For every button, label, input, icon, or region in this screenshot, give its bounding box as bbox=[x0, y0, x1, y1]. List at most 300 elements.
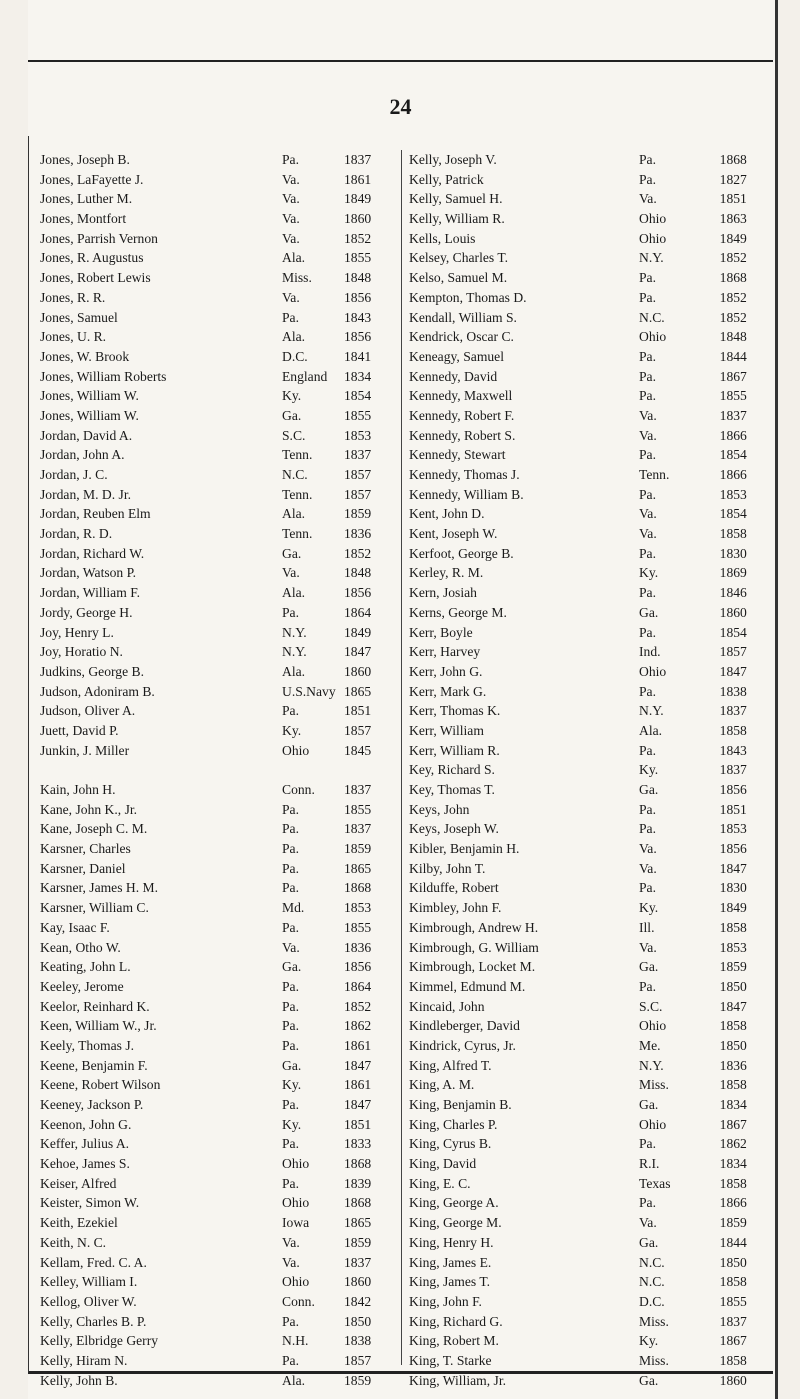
entry-year: 1855 bbox=[719, 1293, 747, 1309]
entry-year: 1858 bbox=[719, 1018, 747, 1034]
entry-state: Pa. bbox=[282, 1313, 299, 1329]
entry-year: 1849 bbox=[719, 230, 747, 246]
entry-name: Kellog, Oliver W. bbox=[40, 1293, 137, 1309]
entry-name: Jones, Robert Lewis bbox=[40, 270, 151, 286]
entry-state: Ky. bbox=[639, 565, 659, 581]
entry-name: Kay, Isaac F. bbox=[40, 919, 110, 935]
entry-state: Pa. bbox=[282, 1097, 299, 1112]
list-item bbox=[409, 898, 759, 918]
entry-state: N.H. bbox=[282, 1333, 309, 1349]
entry-name: Kelly, Joseph V. bbox=[409, 152, 497, 167]
entry-name: Jones, R. Augustus bbox=[40, 250, 144, 266]
list-item bbox=[40, 1253, 395, 1273]
entry-name: King, William, Jr. bbox=[409, 1372, 507, 1388]
list-item bbox=[40, 701, 395, 721]
entry-state: Pa. bbox=[639, 1195, 656, 1211]
list-item bbox=[40, 544, 395, 564]
entry-state: Ohio bbox=[282, 1274, 310, 1290]
entry-state: Va. bbox=[282, 1234, 300, 1250]
entry-name: Jordan, R. D. bbox=[40, 526, 113, 542]
entry-state: Ga. bbox=[282, 959, 302, 975]
entry-state: Va. bbox=[639, 860, 657, 876]
entry-year: 1861 bbox=[344, 1077, 372, 1093]
entry-name: Kennedy, David bbox=[409, 368, 498, 384]
entry-year: 1848 bbox=[344, 270, 372, 286]
list-item bbox=[40, 1331, 395, 1351]
entry-state: Ala. bbox=[639, 722, 663, 738]
entry-state: Va. bbox=[282, 171, 300, 187]
list-item bbox=[409, 780, 759, 800]
entry-name: Jones, R. R. bbox=[40, 289, 106, 305]
entry-name: Kendall, William S. bbox=[409, 309, 517, 325]
list-item bbox=[40, 1174, 395, 1194]
entry-year: 1837 bbox=[719, 703, 747, 719]
entry-year: 1834 bbox=[344, 368, 372, 384]
entry-year: 1845 bbox=[344, 742, 372, 758]
list-item bbox=[40, 603, 395, 623]
entry-state: Pa. bbox=[282, 309, 299, 325]
entry-name: King, Richard G. bbox=[409, 1313, 503, 1329]
entry-name: Jordan, William F. bbox=[40, 585, 141, 601]
entry-year: 1837 bbox=[344, 782, 372, 797]
entry-year: 1853 bbox=[719, 821, 747, 837]
top-rule bbox=[28, 60, 773, 62]
entry-state: Pa. bbox=[639, 289, 656, 305]
entry-year: 1841 bbox=[344, 348, 372, 364]
entry-name: King, George A. bbox=[409, 1195, 499, 1211]
entry-name: Kelso, Samuel M. bbox=[409, 270, 508, 286]
list-item bbox=[40, 1351, 395, 1371]
list-item bbox=[409, 426, 759, 446]
entry-year: 1869 bbox=[719, 565, 747, 581]
list-item bbox=[409, 760, 759, 780]
entry-year: 1852 bbox=[344, 998, 372, 1014]
entry-state: D.C. bbox=[282, 348, 308, 364]
entry-state: Ohio bbox=[282, 1156, 310, 1172]
entry-year: 1862 bbox=[719, 1136, 747, 1152]
entry-year: 1853 bbox=[344, 427, 372, 443]
entry-name: Karsner, Daniel bbox=[40, 860, 126, 876]
entry-state: Pa. bbox=[639, 348, 656, 364]
entry-state: Pa. bbox=[282, 978, 299, 994]
entry-state: Ga. bbox=[639, 604, 659, 620]
entry-name: Judson, Oliver A. bbox=[40, 703, 136, 719]
list-item bbox=[40, 1056, 395, 1076]
entry-state: Miss. bbox=[639, 1352, 669, 1368]
list-item bbox=[409, 1154, 759, 1174]
entry-name: Kent, John D. bbox=[409, 506, 485, 522]
list-item bbox=[40, 878, 395, 898]
entry-name: Jones, William W. bbox=[40, 407, 139, 423]
entry-state: Pa. bbox=[639, 152, 656, 167]
entry-state: Va. bbox=[282, 1254, 300, 1270]
entry-name: Jordan, David A. bbox=[40, 427, 133, 443]
list-item bbox=[409, 524, 759, 544]
list-item bbox=[40, 800, 395, 820]
list-item bbox=[409, 1213, 759, 1233]
entry-year: 1868 bbox=[344, 1156, 372, 1172]
entry-name: Kells, Louis bbox=[409, 230, 476, 246]
entry-name: Kerr, Boyle bbox=[409, 624, 473, 640]
entry-year: 1833 bbox=[344, 1136, 372, 1152]
list-item bbox=[40, 189, 395, 209]
entry-name: Jones, W. Brook bbox=[40, 348, 130, 364]
entry-name: Kerr, John G. bbox=[409, 663, 483, 679]
entry-year: 1837 bbox=[719, 1313, 747, 1329]
entry-year: 1867 bbox=[719, 1333, 747, 1349]
entry-year: 1858 bbox=[719, 1077, 747, 1093]
entry-name: Kilduffe, Robert bbox=[409, 880, 499, 896]
entry-state: Pa. bbox=[282, 1175, 299, 1191]
list-item bbox=[409, 445, 759, 465]
entry-state: Tenn. bbox=[282, 486, 313, 502]
entry-name: Kerns, George M. bbox=[409, 604, 507, 620]
entry-name: Keiser, Alfred bbox=[40, 1175, 117, 1191]
list-item bbox=[40, 583, 395, 603]
entry-state: N.Y. bbox=[639, 703, 664, 719]
entry-year: 1837 bbox=[719, 762, 747, 778]
entry-state: Pa. bbox=[282, 604, 299, 620]
entry-year: 1847 bbox=[344, 644, 372, 660]
entry-state: Ohio bbox=[639, 211, 667, 227]
entry-name: Kelly, Elbridge Gerry bbox=[40, 1333, 159, 1349]
entry-name: Kean, Otho W. bbox=[40, 939, 121, 955]
entry-name: Kerfoot, George B. bbox=[409, 545, 514, 561]
entry-name: Kelley, William I. bbox=[40, 1274, 138, 1290]
entry-year: 1859 bbox=[344, 1234, 372, 1250]
entry-name: Kindrick, Cyrus, Jr. bbox=[409, 1037, 516, 1053]
entry-state: R.I. bbox=[639, 1156, 660, 1172]
entry-year: 1847 bbox=[719, 998, 747, 1014]
entry-name: Kerr, Thomas K. bbox=[409, 703, 501, 719]
entry-name: King, Henry H. bbox=[409, 1234, 494, 1250]
entry-state: Pa. bbox=[639, 447, 656, 463]
entry-name: Keys, Joseph W. bbox=[409, 821, 499, 837]
list-item bbox=[409, 938, 759, 958]
entry-year: 1868 bbox=[719, 152, 747, 167]
list-item bbox=[409, 623, 759, 643]
page-edge bbox=[775, 0, 778, 1399]
entry-year: 1858 bbox=[719, 919, 747, 935]
list-item bbox=[409, 367, 759, 387]
list-item bbox=[40, 1272, 395, 1292]
entry-state: U.S.Navy bbox=[282, 683, 336, 699]
entry-year: 1830 bbox=[719, 545, 747, 561]
entry-name: King, George M. bbox=[409, 1215, 502, 1231]
list-item bbox=[409, 406, 759, 426]
entry-year: 1864 bbox=[344, 604, 372, 620]
list-item bbox=[409, 997, 759, 1017]
entry-name: Keffer, Julius A. bbox=[40, 1136, 130, 1152]
list-item bbox=[40, 721, 395, 741]
entry-state: Ind. bbox=[639, 644, 661, 660]
entry-year: 1855 bbox=[719, 388, 747, 404]
list-item bbox=[409, 957, 759, 977]
list-item bbox=[409, 583, 759, 603]
entry-state: Ohio bbox=[639, 1018, 667, 1034]
entry-state: Pa. bbox=[639, 880, 656, 896]
entry-state: Va. bbox=[639, 939, 657, 955]
entry-year: 1868 bbox=[344, 1195, 372, 1211]
entry-year: 1854 bbox=[344, 388, 372, 404]
entry-name: Karsner, William C. bbox=[40, 900, 149, 916]
entry-state: Ala. bbox=[282, 1372, 306, 1388]
entry-name: Kimbrough, Andrew H. bbox=[409, 919, 539, 935]
entry-state: Miss. bbox=[639, 1077, 669, 1093]
entry-name: Kelly, Charles B. P. bbox=[40, 1313, 147, 1329]
entry-state: Ga. bbox=[639, 1234, 659, 1250]
entry-name: Judson, Adoniram B. bbox=[40, 683, 155, 699]
entry-name: Keating, John L. bbox=[40, 959, 131, 975]
entry-state: Ga. bbox=[282, 407, 302, 423]
list-item bbox=[409, 682, 759, 702]
entry-year: 1827 bbox=[719, 171, 747, 187]
entry-state: Ala. bbox=[282, 250, 306, 266]
entry-name: King, Benjamin B. bbox=[409, 1097, 512, 1112]
entry-year: 1847 bbox=[344, 1097, 372, 1112]
list-item bbox=[40, 1371, 395, 1391]
list-item bbox=[409, 308, 759, 328]
entry-year: 1848 bbox=[344, 565, 372, 581]
entry-name: Kindleberger, David bbox=[409, 1018, 520, 1034]
entry-year: 1859 bbox=[344, 506, 372, 522]
entry-year: 1843 bbox=[344, 309, 372, 325]
list-item bbox=[40, 524, 395, 544]
list-item bbox=[40, 977, 395, 997]
entry-year: 1857 bbox=[344, 722, 372, 738]
list-item bbox=[409, 1134, 759, 1154]
entry-year: 1860 bbox=[344, 211, 372, 227]
list-item bbox=[409, 386, 759, 406]
list-item bbox=[40, 150, 395, 170]
entry-state: Pa. bbox=[282, 1352, 299, 1368]
entry-year: 1854 bbox=[719, 506, 747, 522]
entry-state: N.C. bbox=[282, 467, 308, 482]
entry-state: N.Y. bbox=[639, 1057, 664, 1073]
entry-year: 1853 bbox=[719, 939, 747, 955]
list-item bbox=[409, 209, 759, 229]
entry-state: Pa. bbox=[282, 860, 299, 876]
list-item bbox=[409, 189, 759, 209]
entry-name: Kerr, William bbox=[409, 722, 484, 738]
entry-year: 1836 bbox=[344, 526, 372, 542]
entry-year: 1856 bbox=[344, 289, 372, 305]
entry-state: Tenn. bbox=[282, 447, 313, 463]
entry-year: 1850 bbox=[719, 1037, 747, 1053]
entry-name: Kimmel, Edmund M. bbox=[409, 978, 526, 994]
entry-year: 1862 bbox=[344, 1018, 372, 1034]
list-item bbox=[409, 1253, 759, 1273]
entry-name: Jordan, Richard W. bbox=[40, 545, 145, 561]
entry-state: Ga. bbox=[282, 545, 302, 561]
list-item bbox=[40, 1134, 395, 1154]
entry-name: Jones, LaFayette J. bbox=[40, 171, 144, 187]
list-item bbox=[409, 701, 759, 721]
entry-state: Ga. bbox=[639, 1372, 659, 1388]
list-item bbox=[409, 1056, 759, 1076]
entry-name: Jones, Montfort bbox=[40, 211, 127, 227]
entry-state: Ohio bbox=[282, 1195, 310, 1211]
entry-name: Kimbrough, G. William bbox=[409, 939, 539, 955]
entry-state: Va. bbox=[639, 526, 657, 542]
entry-state: Pa. bbox=[639, 388, 656, 404]
list-item bbox=[40, 662, 395, 682]
entry-name: King, David bbox=[409, 1156, 477, 1172]
entry-state: N.C. bbox=[639, 1274, 665, 1290]
entry-state: Tenn. bbox=[282, 526, 313, 542]
entry-name: Junkin, J. Miller bbox=[40, 742, 130, 758]
entry-year: 1868 bbox=[344, 880, 372, 896]
entry-name: Kellam, Fred. C. A. bbox=[40, 1254, 147, 1270]
entry-year: 1857 bbox=[344, 486, 372, 502]
list-item bbox=[40, 268, 395, 288]
entry-year: 1854 bbox=[719, 624, 747, 640]
entry-year: 1859 bbox=[719, 1215, 747, 1231]
entry-state: Tenn. bbox=[639, 467, 670, 482]
list-item bbox=[409, 268, 759, 288]
entry-year: 1852 bbox=[719, 309, 747, 325]
entry-state: Md. bbox=[282, 900, 305, 916]
entry-state: Pa. bbox=[282, 919, 299, 935]
entry-year: 1858 bbox=[719, 722, 747, 738]
list-item bbox=[40, 504, 395, 524]
entry-year: 1849 bbox=[344, 624, 372, 640]
list-item bbox=[40, 1154, 395, 1174]
list-item bbox=[409, 859, 759, 879]
entry-name: Kelsey, Charles T. bbox=[409, 250, 509, 266]
entry-state: Ky. bbox=[639, 900, 659, 916]
entry-state: Pa. bbox=[639, 545, 656, 561]
entry-name: Kelly, John B. bbox=[40, 1372, 118, 1388]
list-item bbox=[409, 1233, 759, 1253]
entry-name: Jordan, Watson P. bbox=[40, 565, 137, 581]
entry-year: 1860 bbox=[719, 1372, 747, 1388]
list-item bbox=[409, 504, 759, 524]
list-item bbox=[40, 426, 395, 446]
entry-state: Va. bbox=[282, 230, 300, 246]
entry-state: Ky. bbox=[282, 722, 302, 738]
entry-year: 1859 bbox=[344, 1372, 372, 1388]
entry-state: Ala. bbox=[282, 329, 306, 345]
entry-name: King, A. M. bbox=[409, 1077, 475, 1093]
entry-name: Keene, Robert Wilson bbox=[40, 1077, 161, 1093]
entry-name: King, John F. bbox=[409, 1293, 482, 1309]
entry-year: 1858 bbox=[719, 1175, 747, 1191]
entry-state: Miss. bbox=[639, 1313, 669, 1329]
list-item bbox=[40, 623, 395, 643]
entry-year: 1850 bbox=[344, 1313, 372, 1329]
entry-name: Jordan, J. C. bbox=[40, 467, 108, 482]
entry-year: 1856 bbox=[344, 329, 372, 345]
entry-year: 1836 bbox=[344, 939, 372, 955]
entry-year: 1868 bbox=[719, 270, 747, 286]
entry-name: King, James T. bbox=[409, 1274, 491, 1290]
entry-state: S.C. bbox=[282, 427, 306, 443]
entry-name: Kilby, John T. bbox=[409, 860, 486, 876]
entry-year: 1858 bbox=[719, 1352, 747, 1368]
list-item bbox=[40, 347, 395, 367]
entry-year: 1867 bbox=[719, 1116, 747, 1132]
entry-name: Keen, William W., Jr. bbox=[40, 1018, 157, 1034]
entry-state: Pa. bbox=[282, 998, 299, 1014]
entry-state: Va. bbox=[639, 427, 657, 443]
list-item bbox=[40, 327, 395, 347]
entry-name: Judkins, George B. bbox=[40, 663, 144, 679]
right-column bbox=[409, 150, 759, 1390]
entry-year: 1851 bbox=[344, 703, 372, 719]
entry-name: Key, Richard S. bbox=[409, 762, 495, 778]
entry-state: N.Y. bbox=[639, 250, 664, 266]
entry-year: 1838 bbox=[719, 683, 747, 699]
entry-year: 1834 bbox=[719, 1097, 747, 1112]
entry-name: Jones, U. R. bbox=[40, 329, 107, 345]
entry-name: Kennedy, Stewart bbox=[409, 447, 506, 463]
list-item bbox=[40, 819, 395, 839]
entry-year: 1834 bbox=[719, 1156, 747, 1172]
entry-name: Key, Thomas T. bbox=[409, 782, 495, 797]
entry-year: 1853 bbox=[344, 900, 372, 916]
list-item bbox=[40, 229, 395, 249]
list-item bbox=[40, 1075, 395, 1095]
entry-year: 1852 bbox=[719, 250, 747, 266]
entry-year: 1830 bbox=[719, 880, 747, 896]
entry-name: Karsner, James H. M. bbox=[40, 880, 158, 896]
entry-year: 1852 bbox=[719, 289, 747, 305]
list-item bbox=[40, 1193, 395, 1213]
list-item bbox=[409, 1095, 759, 1115]
entry-name: Kern, Josiah bbox=[409, 585, 477, 601]
entry-state: Ohio bbox=[639, 230, 667, 246]
list-item bbox=[40, 957, 395, 977]
list-item bbox=[409, 741, 759, 761]
entry-name: Jones, Parrish Vernon bbox=[40, 230, 158, 246]
entry-name: King, Charles P. bbox=[409, 1116, 498, 1132]
entry-name: Joy, Horatio N. bbox=[40, 644, 123, 660]
list-item bbox=[40, 1312, 395, 1332]
entry-year: 1857 bbox=[344, 1352, 372, 1368]
entry-year: 1855 bbox=[344, 919, 372, 935]
entry-name: King, Robert M. bbox=[409, 1333, 499, 1349]
entry-year: 1861 bbox=[344, 171, 372, 187]
entry-state: Ala. bbox=[282, 585, 306, 601]
entry-year: 1849 bbox=[344, 191, 372, 207]
list-item bbox=[40, 308, 395, 328]
entry-state: Ky. bbox=[282, 1116, 302, 1132]
entry-name: Keith, N. C. bbox=[40, 1234, 107, 1250]
document-page bbox=[28, 0, 776, 1399]
list-item bbox=[40, 485, 395, 505]
entry-year: 1837 bbox=[344, 447, 372, 463]
list-item bbox=[409, 1016, 759, 1036]
list-item bbox=[40, 367, 395, 387]
entry-year: 1836 bbox=[719, 1057, 747, 1073]
section-spacer bbox=[40, 760, 395, 780]
entry-year: 1856 bbox=[719, 782, 747, 797]
list-item bbox=[409, 878, 759, 898]
entry-name: Kerr, Mark G. bbox=[409, 683, 487, 699]
entry-year: 1847 bbox=[344, 1057, 372, 1073]
list-item bbox=[409, 918, 759, 938]
list-item bbox=[40, 682, 395, 702]
entry-name: Joy, Henry L. bbox=[40, 624, 114, 640]
list-item bbox=[40, 997, 395, 1017]
list-item bbox=[409, 1115, 759, 1135]
entry-name: Kelly, Patrick bbox=[409, 171, 484, 187]
entry-state: Ala. bbox=[282, 663, 306, 679]
list-item bbox=[409, 603, 759, 623]
list-item bbox=[409, 1036, 759, 1056]
entry-year: 1856 bbox=[344, 959, 372, 975]
